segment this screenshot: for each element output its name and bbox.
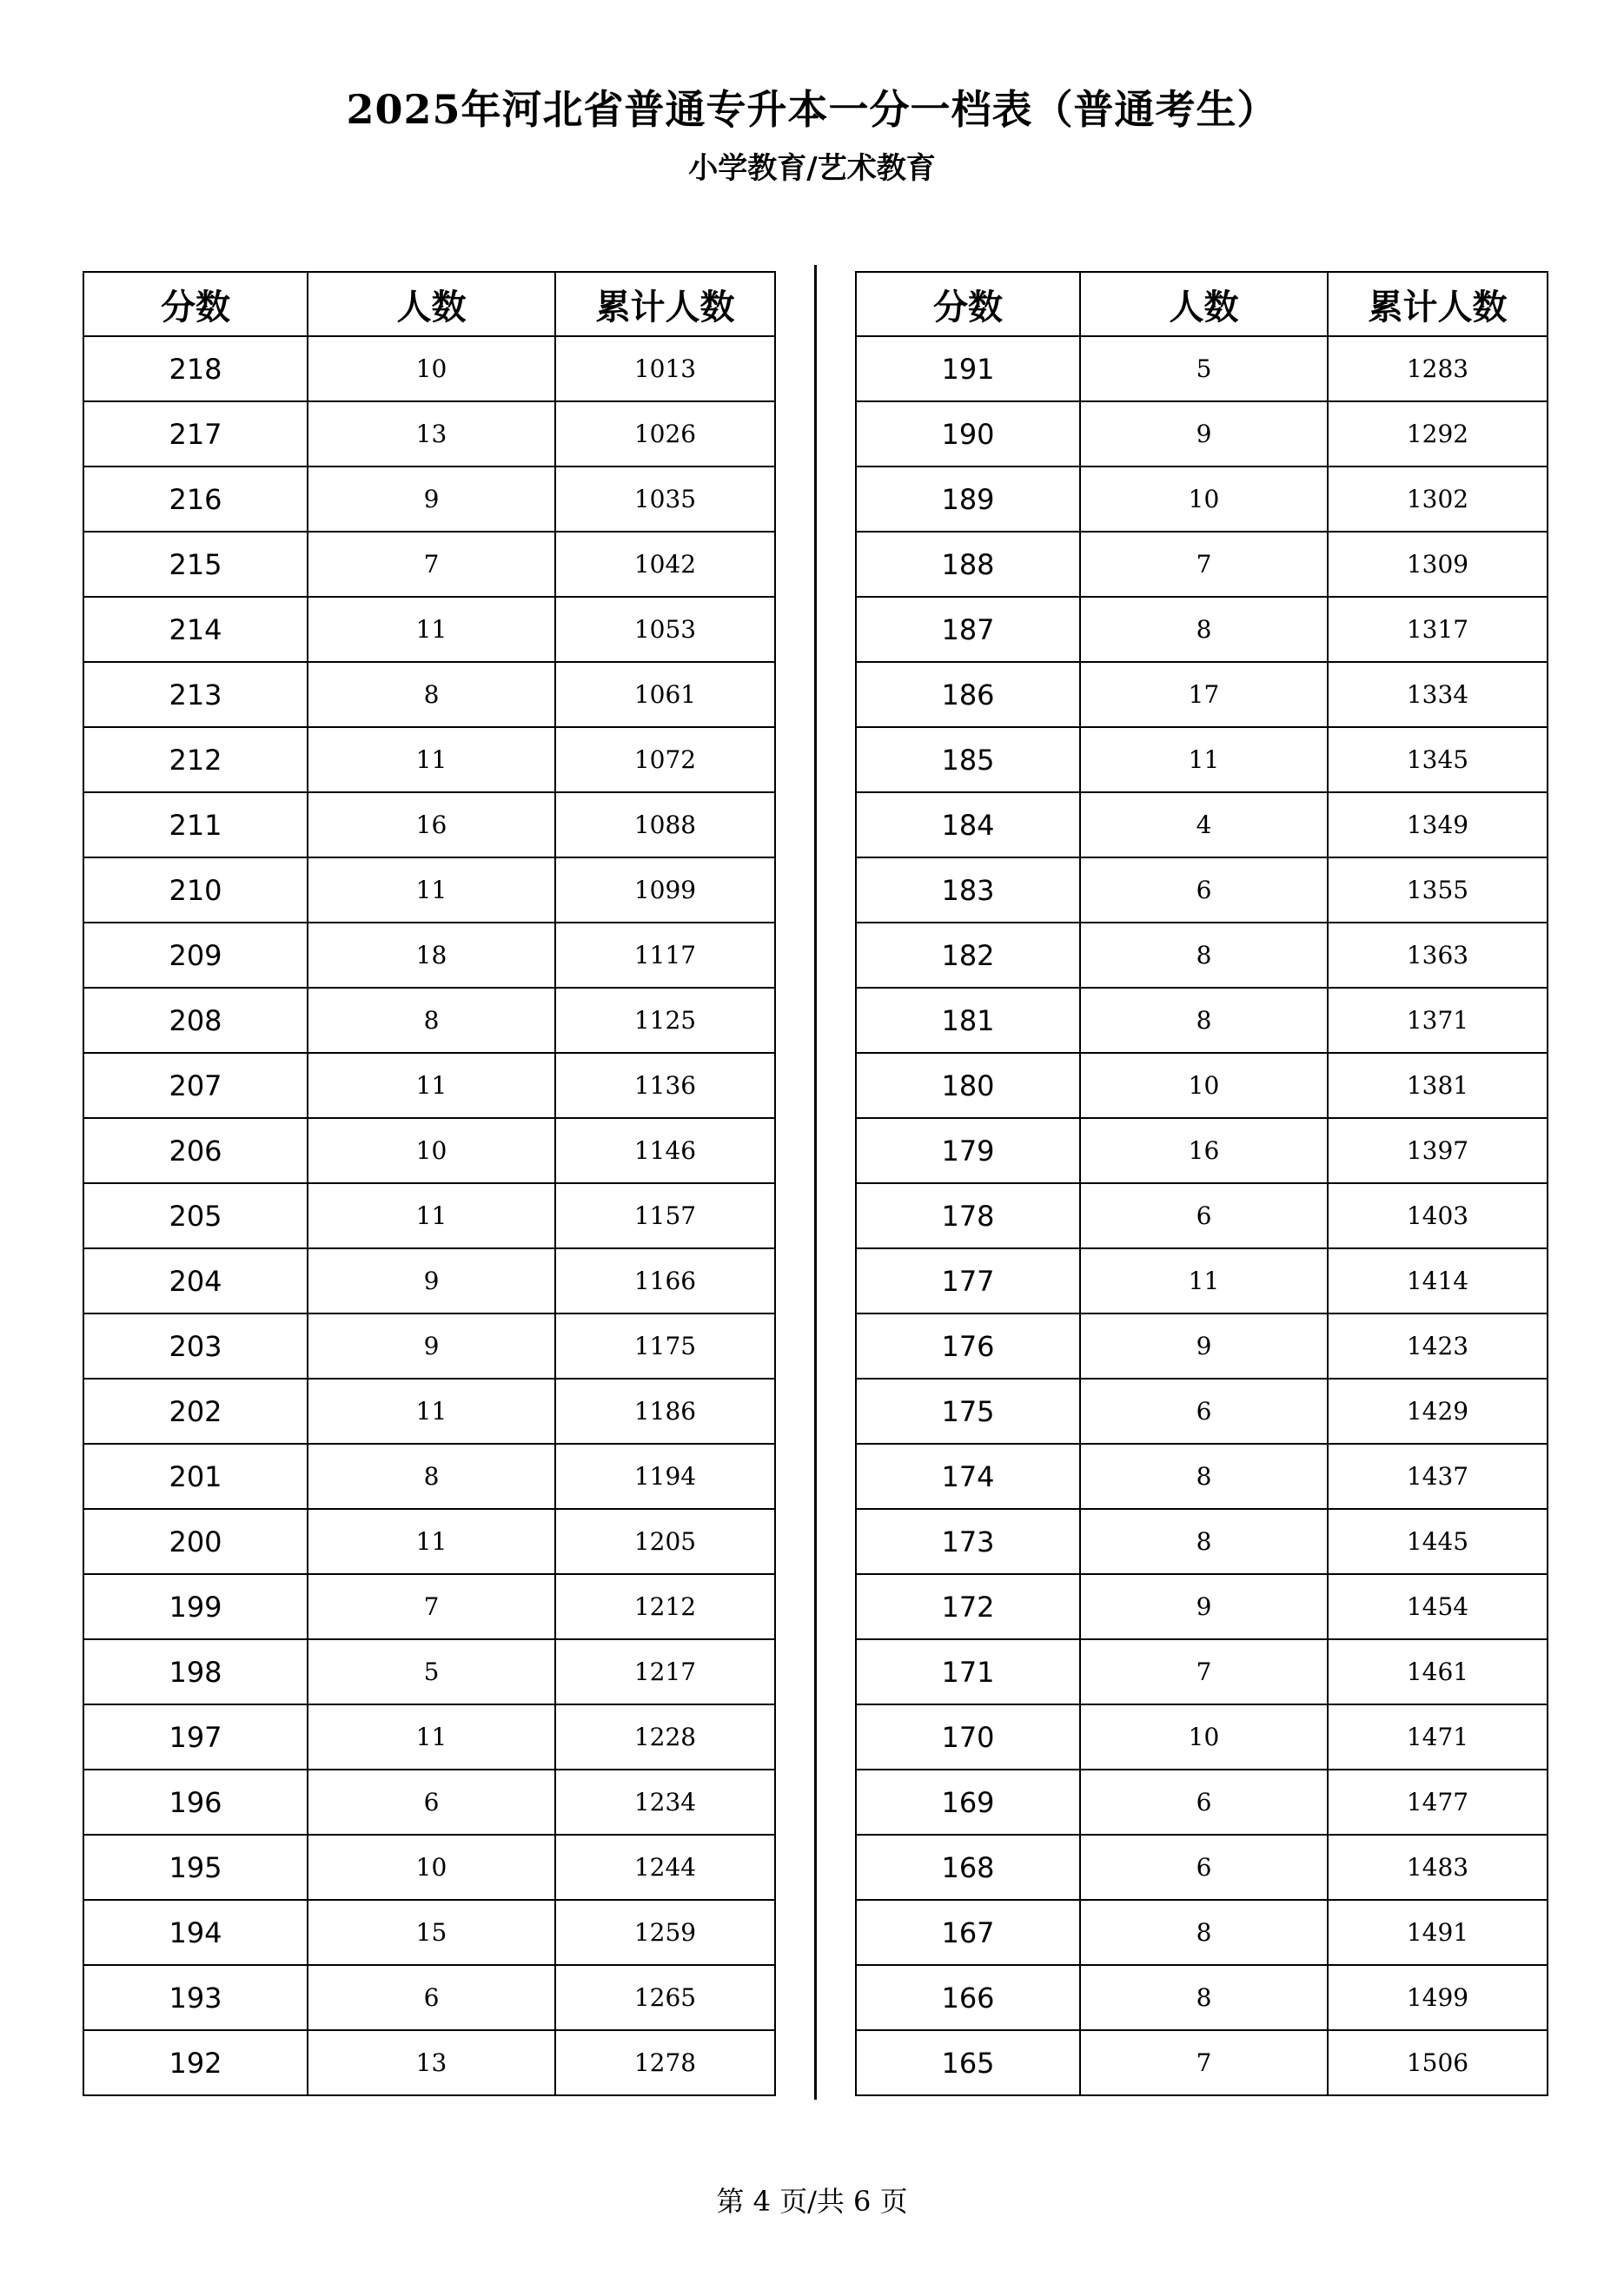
score-table-right: [855, 271, 1548, 2096]
table-row: [856, 2030, 1548, 2095]
table-row: [83, 597, 775, 662]
score-cell: 178: [856, 1183, 1080, 1248]
cumulative-cell: 1278: [555, 2030, 775, 2095]
count-cell: 8: [1080, 1444, 1328, 1509]
table-header-row: [83, 272, 775, 336]
count-cell: 7: [1080, 2030, 1328, 2095]
table-row: [83, 662, 775, 727]
cumulative-cell: 1506: [1328, 2030, 1548, 2095]
cumulative-cell: 1429: [1328, 1379, 1548, 1444]
cumulative-cell: 1454: [1328, 1574, 1548, 1639]
score-cell: 173: [856, 1509, 1080, 1574]
score-cell: 204: [83, 1248, 308, 1313]
score-cell: 183: [856, 857, 1080, 923]
cumulative-cell: 1212: [555, 1574, 775, 1639]
table-row: [856, 1835, 1548, 1900]
cumulative-cell: 1234: [555, 1770, 775, 1835]
cumulative-cell: 1259: [555, 1900, 775, 1965]
table-row: [83, 1444, 775, 1509]
score-cell: 206: [83, 1118, 308, 1183]
table-row: [83, 857, 775, 923]
cumulative-cell: 1403: [1328, 1183, 1548, 1248]
score-cell: 207: [83, 1053, 308, 1118]
cumulative-cell: 1491: [1328, 1900, 1548, 1965]
count-cell: 7: [308, 532, 555, 597]
count-cell: 16: [308, 792, 555, 857]
score-cell: 170: [856, 1704, 1080, 1770]
count-cell: 16: [1080, 1118, 1328, 1183]
score-cell: 195: [83, 1835, 308, 1900]
score-cell: 197: [83, 1704, 308, 1770]
count-cell: 8: [1080, 923, 1328, 988]
score-cell: 168: [856, 1835, 1080, 1900]
score-cell: 198: [83, 1639, 308, 1704]
cumulative-cell: 1423: [1328, 1313, 1548, 1379]
score-cell: 192: [83, 2030, 308, 2095]
table-row: [856, 727, 1548, 792]
score-cell: 171: [856, 1639, 1080, 1704]
count-cell: 8: [308, 662, 555, 727]
score-cell: 199: [83, 1574, 308, 1639]
table-row: [83, 466, 775, 532]
table-row: [856, 466, 1548, 532]
cumulative-cell: 1363: [1328, 923, 1548, 988]
count-cell: 9: [1080, 1574, 1328, 1639]
score-cell: 187: [856, 597, 1080, 662]
score-cell: 212: [83, 727, 308, 792]
cumulative-cell: 1371: [1328, 988, 1548, 1053]
cumulative-cell: 1136: [555, 1053, 775, 1118]
cumulative-cell: 1292: [1328, 401, 1548, 466]
cumulative-cell: 1477: [1328, 1770, 1548, 1835]
count-cell: 11: [1080, 1248, 1328, 1313]
score-cell: 189: [856, 466, 1080, 532]
score-cell: 194: [83, 1900, 308, 1965]
score-cell: 216: [83, 466, 308, 532]
cumulative-cell: 1445: [1328, 1509, 1548, 1574]
table-row: [83, 1313, 775, 1379]
score-cell: 165: [856, 2030, 1080, 2095]
cumulative-cell: 1228: [555, 1704, 775, 1770]
header-count: 人数: [1080, 272, 1328, 336]
count-cell: 9: [308, 1313, 555, 1379]
score-cell: 167: [856, 1900, 1080, 1965]
header-count: 人数: [308, 272, 555, 336]
page-footer: 第 4 页/共 6 页: [716, 2185, 908, 2218]
cumulative-cell: 1283: [1328, 336, 1548, 401]
page-title: 2025年河北省普通专升本一分一档表（普通考生）: [346, 86, 1278, 133]
count-cell: 18: [308, 923, 555, 988]
score-cell: 214: [83, 597, 308, 662]
header-score: 分数: [83, 272, 308, 336]
cumulative-cell: 1166: [555, 1248, 775, 1313]
cumulative-cell: 1345: [1328, 727, 1548, 792]
count-cell: 9: [308, 466, 555, 532]
table-row: [856, 1379, 1548, 1444]
table-row: [83, 727, 775, 792]
cumulative-cell: 1099: [555, 857, 775, 923]
table-row: [83, 401, 775, 466]
score-cell: 210: [83, 857, 308, 923]
table-row: [83, 1704, 775, 1770]
score-cell: 191: [856, 336, 1080, 401]
count-cell: 6: [1080, 1379, 1328, 1444]
cumulative-cell: 1205: [555, 1509, 775, 1574]
cumulative-cell: 1186: [555, 1379, 775, 1444]
cumulative-cell: 1053: [555, 597, 775, 662]
score-cell: 176: [856, 1313, 1080, 1379]
score-cell: 174: [856, 1444, 1080, 1509]
table-row: [856, 1444, 1548, 1509]
table-row: [856, 1248, 1548, 1313]
count-cell: 8: [1080, 1965, 1328, 2030]
score-cell: 185: [856, 727, 1080, 792]
count-cell: 6: [1080, 1183, 1328, 1248]
score-cell: 208: [83, 988, 308, 1053]
table-row: [856, 1509, 1548, 1574]
page-subtitle: 小学教育/艺术教育: [688, 151, 936, 186]
cumulative-cell: 1117: [555, 923, 775, 988]
cumulative-cell: 1499: [1328, 1965, 1548, 2030]
score-cell: 172: [856, 1574, 1080, 1639]
cumulative-cell: 1244: [555, 1835, 775, 1900]
score-cell: 190: [856, 401, 1080, 466]
cumulative-cell: 1026: [555, 401, 775, 466]
table-row: [856, 597, 1548, 662]
score-cell: 209: [83, 923, 308, 988]
count-cell: 10: [1080, 466, 1328, 532]
count-cell: 11: [308, 1509, 555, 1574]
score-cell: 169: [856, 1770, 1080, 1835]
table-row: [83, 1379, 775, 1444]
count-cell: 10: [308, 1118, 555, 1183]
cumulative-cell: 1146: [555, 1118, 775, 1183]
cumulative-cell: 1072: [555, 727, 775, 792]
score-cell: 179: [856, 1118, 1080, 1183]
table-row: [83, 988, 775, 1053]
table-row: [83, 1183, 775, 1248]
score-cell: 211: [83, 792, 308, 857]
table-row: [83, 1900, 775, 1965]
table-row: [856, 1770, 1548, 1835]
cumulative-cell: 1157: [555, 1183, 775, 1248]
cumulative-cell: 1471: [1328, 1704, 1548, 1770]
count-cell: 7: [1080, 1639, 1328, 1704]
count-cell: 10: [308, 336, 555, 401]
score-table-left: [83, 271, 776, 2096]
cumulative-cell: 1217: [555, 1639, 775, 1704]
count-cell: 11: [1080, 727, 1328, 792]
count-cell: 6: [308, 1770, 555, 1835]
cumulative-cell: 1414: [1328, 1248, 1548, 1313]
cumulative-cell: 1355: [1328, 857, 1548, 923]
cumulative-cell: 1265: [555, 1965, 775, 2030]
score-cell: 200: [83, 1509, 308, 1574]
score-cell: 218: [83, 336, 308, 401]
score-cell: 181: [856, 988, 1080, 1053]
count-cell: 11: [308, 727, 555, 792]
table-row: [83, 1118, 775, 1183]
count-cell: 6: [308, 1965, 555, 2030]
table-row: [856, 1313, 1548, 1379]
table-row: [83, 1639, 775, 1704]
count-cell: 10: [1080, 1053, 1328, 1118]
table-row: [856, 336, 1548, 401]
header-cumulative: 累计人数: [1328, 272, 1548, 336]
score-cell: 182: [856, 923, 1080, 988]
score-cell: 193: [83, 1965, 308, 2030]
table-row: [83, 532, 775, 597]
table-row: [856, 857, 1548, 923]
cumulative-cell: 1013: [555, 336, 775, 401]
table-row: [83, 336, 775, 401]
score-cell: 177: [856, 1248, 1080, 1313]
count-cell: 7: [308, 1574, 555, 1639]
count-cell: 8: [1080, 1509, 1328, 1574]
count-cell: 11: [308, 1183, 555, 1248]
table-row: [856, 401, 1548, 466]
count-cell: 17: [1080, 662, 1328, 727]
table-row: [856, 923, 1548, 988]
cumulative-cell: 1437: [1328, 1444, 1548, 1509]
score-cell: 180: [856, 1053, 1080, 1118]
cumulative-cell: 1309: [1328, 532, 1548, 597]
count-cell: 7: [1080, 532, 1328, 597]
count-cell: 11: [308, 597, 555, 662]
count-cell: 6: [1080, 857, 1328, 923]
count-cell: 10: [308, 1835, 555, 1900]
count-cell: 9: [308, 1248, 555, 1313]
cumulative-cell: 1175: [555, 1313, 775, 1379]
score-cell: 217: [83, 401, 308, 466]
cumulative-cell: 1334: [1328, 662, 1548, 727]
count-cell: 8: [1080, 988, 1328, 1053]
score-cell: 175: [856, 1379, 1080, 1444]
table-row: [856, 1965, 1548, 2030]
table-row: [83, 792, 775, 857]
score-cell: 166: [856, 1965, 1080, 2030]
table-row: [83, 1965, 775, 2030]
cumulative-cell: 1088: [555, 792, 775, 857]
score-cell: 186: [856, 662, 1080, 727]
count-cell: 10: [1080, 1704, 1328, 1770]
count-cell: 6: [1080, 1770, 1328, 1835]
count-cell: 11: [308, 1379, 555, 1444]
count-cell: 13: [308, 401, 555, 466]
count-cell: 15: [308, 1900, 555, 1965]
cumulative-cell: 1061: [555, 662, 775, 727]
count-cell: 11: [308, 1053, 555, 1118]
count-cell: 5: [308, 1639, 555, 1704]
count-cell: 11: [308, 1704, 555, 1770]
cumulative-cell: 1349: [1328, 792, 1548, 857]
count-cell: 5: [1080, 336, 1328, 401]
table-row: [83, 1509, 775, 1574]
count-cell: 9: [1080, 401, 1328, 466]
score-cell: 215: [83, 532, 308, 597]
count-cell: 4: [1080, 792, 1328, 857]
table-row: [856, 988, 1548, 1053]
table-row: [856, 792, 1548, 857]
count-cell: 8: [1080, 597, 1328, 662]
cumulative-cell: 1042: [555, 532, 775, 597]
score-cell: 201: [83, 1444, 308, 1509]
cumulative-cell: 1483: [1328, 1835, 1548, 1900]
cumulative-cell: 1317: [1328, 597, 1548, 662]
cumulative-cell: 1461: [1328, 1639, 1548, 1704]
table-row: [83, 1770, 775, 1835]
table-row: [83, 1835, 775, 1900]
table-row: [83, 1053, 775, 1118]
count-cell: 8: [308, 1444, 555, 1509]
table-header-row: [856, 272, 1548, 336]
table-row: [83, 923, 775, 988]
cumulative-cell: 1302: [1328, 466, 1548, 532]
count-cell: 6: [1080, 1835, 1328, 1900]
header-score: 分数: [856, 272, 1080, 336]
cumulative-cell: 1194: [555, 1444, 775, 1509]
cumulative-cell: 1125: [555, 988, 775, 1053]
count-cell: 13: [308, 2030, 555, 2095]
table-row: [856, 1639, 1548, 1704]
score-cell: 213: [83, 662, 308, 727]
score-cell: 205: [83, 1183, 308, 1248]
table-row: [856, 1574, 1548, 1639]
column-divider: [814, 265, 817, 2100]
table-row: [856, 662, 1548, 727]
table-row: [856, 1900, 1548, 1965]
count-cell: 9: [1080, 1313, 1328, 1379]
table-row: [856, 1118, 1548, 1183]
cumulative-cell: 1381: [1328, 1053, 1548, 1118]
table-row: [856, 1704, 1548, 1770]
score-cell: 184: [856, 792, 1080, 857]
score-cell: 196: [83, 1770, 308, 1835]
count-cell: 8: [1080, 1900, 1328, 1965]
score-cell: 202: [83, 1379, 308, 1444]
cumulative-cell: 1397: [1328, 1118, 1548, 1183]
table-row: [856, 1053, 1548, 1118]
header-cumulative: 累计人数: [555, 272, 775, 336]
table-row: [856, 1183, 1548, 1248]
score-cell: 203: [83, 1313, 308, 1379]
table-row: [83, 1574, 775, 1639]
count-cell: 11: [308, 857, 555, 923]
cumulative-cell: 1035: [555, 466, 775, 532]
table-row: [83, 2030, 775, 2095]
table-row: [856, 532, 1548, 597]
score-cell: 188: [856, 532, 1080, 597]
count-cell: 8: [308, 988, 555, 1053]
table-row: [83, 1248, 775, 1313]
